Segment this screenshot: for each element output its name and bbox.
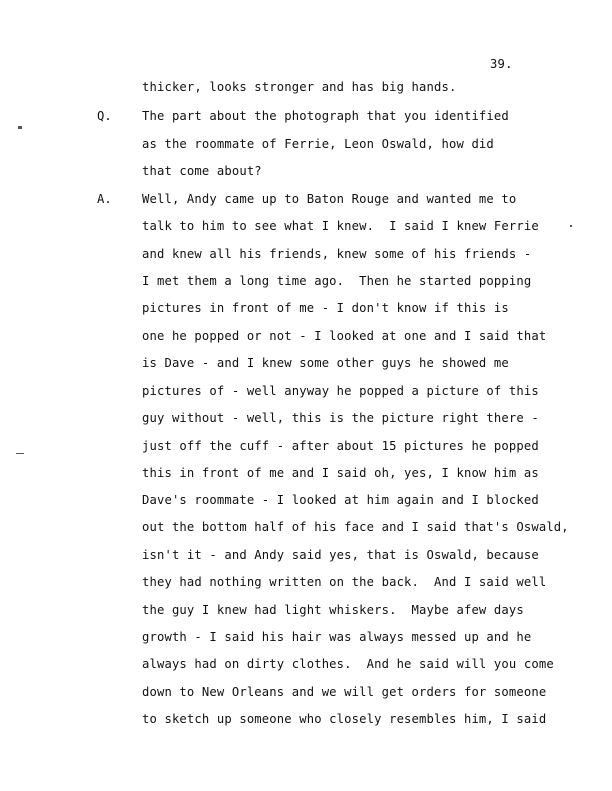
text-line: isn't it - and Andy said yes, that is Oswald, because (142, 548, 539, 562)
text-line: this in front of me and I said oh, yes, I know him as (142, 466, 539, 480)
scan-mark (16, 453, 24, 454)
scan-mark (18, 126, 22, 129)
text-line: guy without - well, this is the picture right there - (142, 411, 539, 425)
text-line: growth - I said his hair was always messed up and he (142, 630, 532, 644)
text-line: Dave's roommate - I looked at him again and I blocked (142, 493, 539, 507)
text-line: that come about? (142, 164, 262, 178)
speaker-label-q: Q. (97, 109, 112, 123)
text-line: to sketch up someone who closely resembles him, I said (142, 712, 547, 726)
text-line: The part about the photograph that you identified (142, 109, 509, 123)
text-line: as the roommate of Ferrie, Leon Oswald, how did (142, 137, 494, 151)
text-line: thicker, looks stronger and has big hands. (142, 80, 457, 94)
page-number: 39. (490, 57, 513, 71)
speaker-label-a: A. (97, 192, 112, 206)
text-line: is Dave - and I knew some other guys he showed me (142, 356, 509, 370)
text-line: out the bottom half of his face and I said that's Oswald, (142, 520, 569, 534)
scan-mark (570, 225, 572, 227)
text-line: they had nothing written on the back. And I said well (142, 575, 547, 589)
text-line: one he popped or not - I looked at one and I said that (142, 329, 547, 343)
text-line: pictures of - well anyway he popped a picture of this (142, 384, 539, 398)
text-line: just off the cuff - after about 15 pictures he popped (142, 439, 539, 453)
text-line: talk to him to see what I knew. I said I knew Ferrie (142, 219, 539, 233)
text-line: and knew all his friends, knew some of his friends - (142, 247, 532, 261)
text-line: down to New Orleans and we will get orders for someone (142, 685, 547, 699)
text-line: pictures in front of me - I don't know if this is (142, 301, 509, 315)
text-line: always had on dirty clothes. And he said will you come (142, 657, 554, 671)
text-line: I met them a long time ago. Then he started popping (142, 274, 532, 288)
text-line: the guy I knew had light whiskers. Maybe afew days (142, 603, 524, 617)
text-line: Well, Andy came up to Baton Rouge and wanted me to (142, 192, 517, 206)
